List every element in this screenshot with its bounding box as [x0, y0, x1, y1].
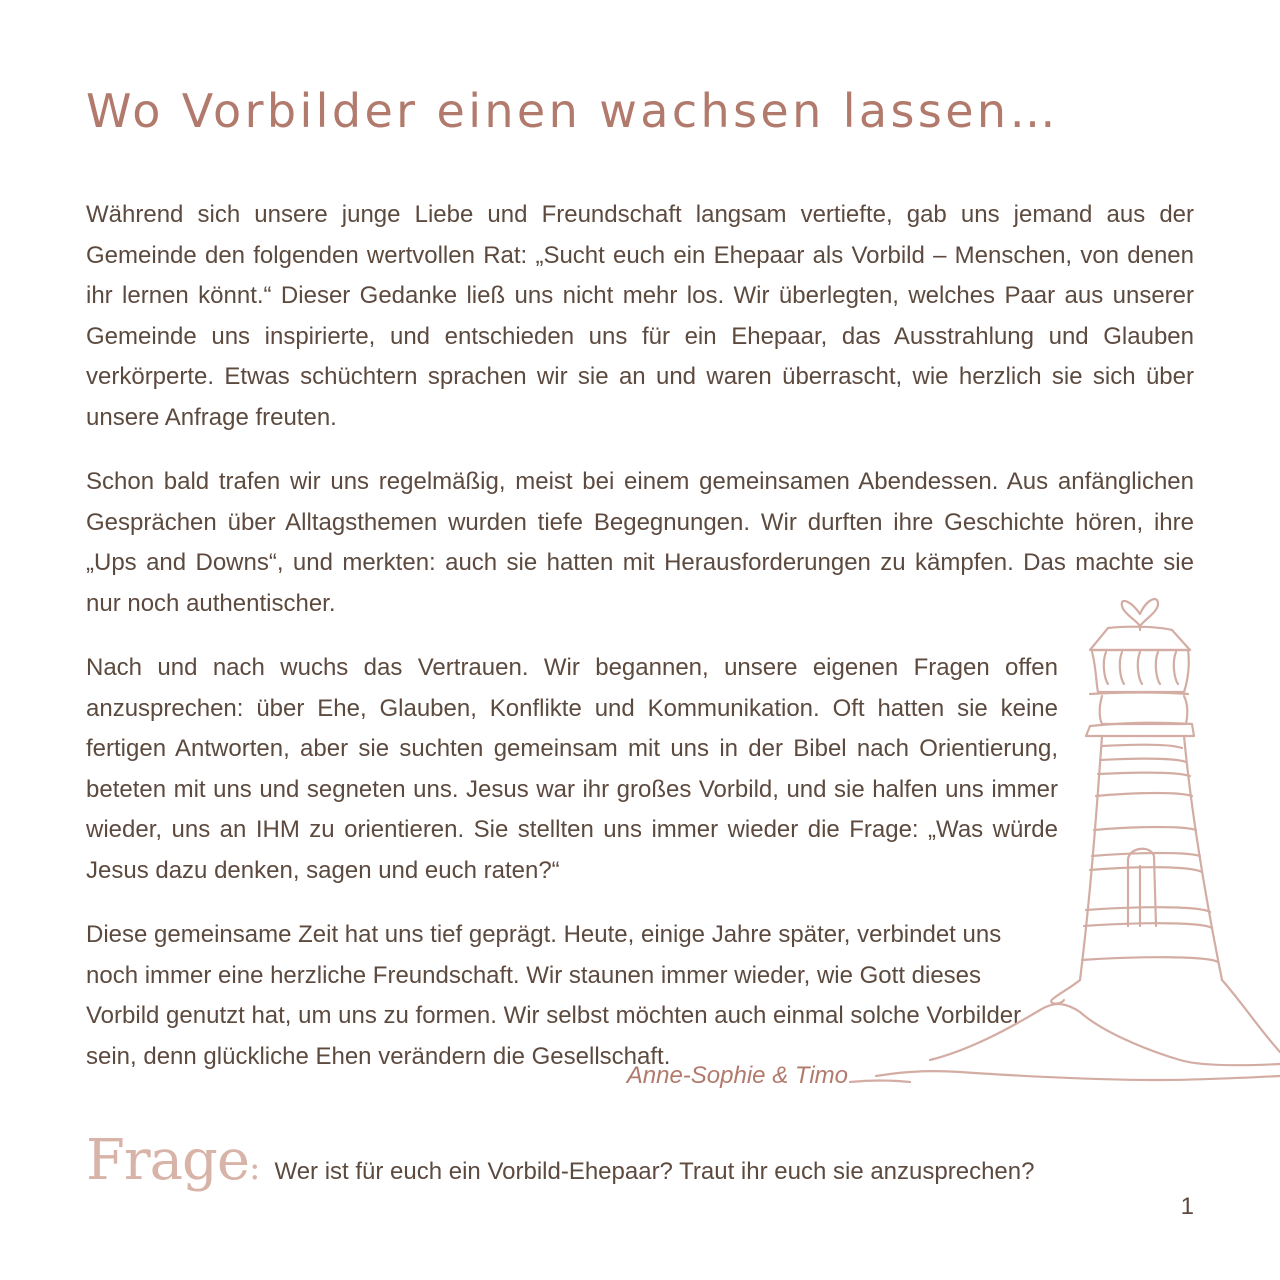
question-colon: :	[249, 1148, 261, 1188]
question-text: Wer ist für euch ein Vorbild-Ehepaar? Traut ihr euch sie anzusprechen?	[274, 1158, 1035, 1185]
paragraph-2: Schon bald trafen wir uns regelmäßig, meist bei einem gemeinsamen Abendessen. Aus anfänglichen Gesprächen über Alltagsthemen wurden tiefe Begegnungen. Wir durften ihre Geschichte hören, ihre „Ups and Downs“, und merkten: auch sie hatten mit Herausforderungen zu kämpfen. Das machte sie nur noch authentischer.	[86, 468, 1194, 617]
question-block	[86, 1128, 1034, 1193]
page-number: 1	[1180, 1193, 1194, 1220]
paragraph-3: Nach und nach wuchs das Vertrauen. Wir begannen, unsere eigenen Fragen offen anzusprechen: über Ehe, Glauben, Konflikte und Kommunikation. Oft hatten sie keine fertigen Antworten, aber sie suchten gemeinsam mit uns in der Bibel nach Orientierung, beteten mit uns und segneten uns. Jesus war ihr großes Vorbild, und sie halfen uns immer wieder, uns an IHM zu orientieren. Sie stellten uns immer wieder die Frage: „Was würde Jesus dazu denken, sagen und euch raten?“	[86, 654, 1058, 884]
paragraph-4: Diese gemeinsame Zeit hat uns tief geprägt. Heute, einige Jahre später, verbindet uns noch immer eine herzliche Freundschaft. Wir staunen immer wieder, wie Gott dieses Vorbild genutzt hat, um uns zu formen. Wir selbst möchten auch einmal solche Vorbilder sein, denn glückliche Ehen verändern die Gesellschaft.	[86, 921, 1022, 1070]
paragraph-1: Während sich unsere junge Liebe und Freundschaft langsam vertiefte, gab uns jemand aus der Gemeinde den folgenden wertvollen Rat: „Sucht euch ein Ehepaar als Vorbild – Menschen, von denen ihr lernen könnt.“ Dieser Gedanke ließ uns nicht mehr los. Wir überlegten, welches Paar aus unserer Gemeinde uns inspirierte, und entschieden uns für ein Ehepaar, das Ausstrahlung und Glauben verkörperte. Etwas schüchtern sprachen wir sie an und waren überrascht, wie herzlich sie sich über unsere Anfrage freuten.	[86, 201, 1194, 431]
lighthouse-illustration	[840, 560, 1280, 1100]
author-signature: Anne-Sophie & Timo	[626, 1062, 848, 1089]
page-title: Wo Vorbilder einen wachsen lassen…	[86, 84, 1059, 138]
question-label: Frage	[86, 1128, 249, 1193]
